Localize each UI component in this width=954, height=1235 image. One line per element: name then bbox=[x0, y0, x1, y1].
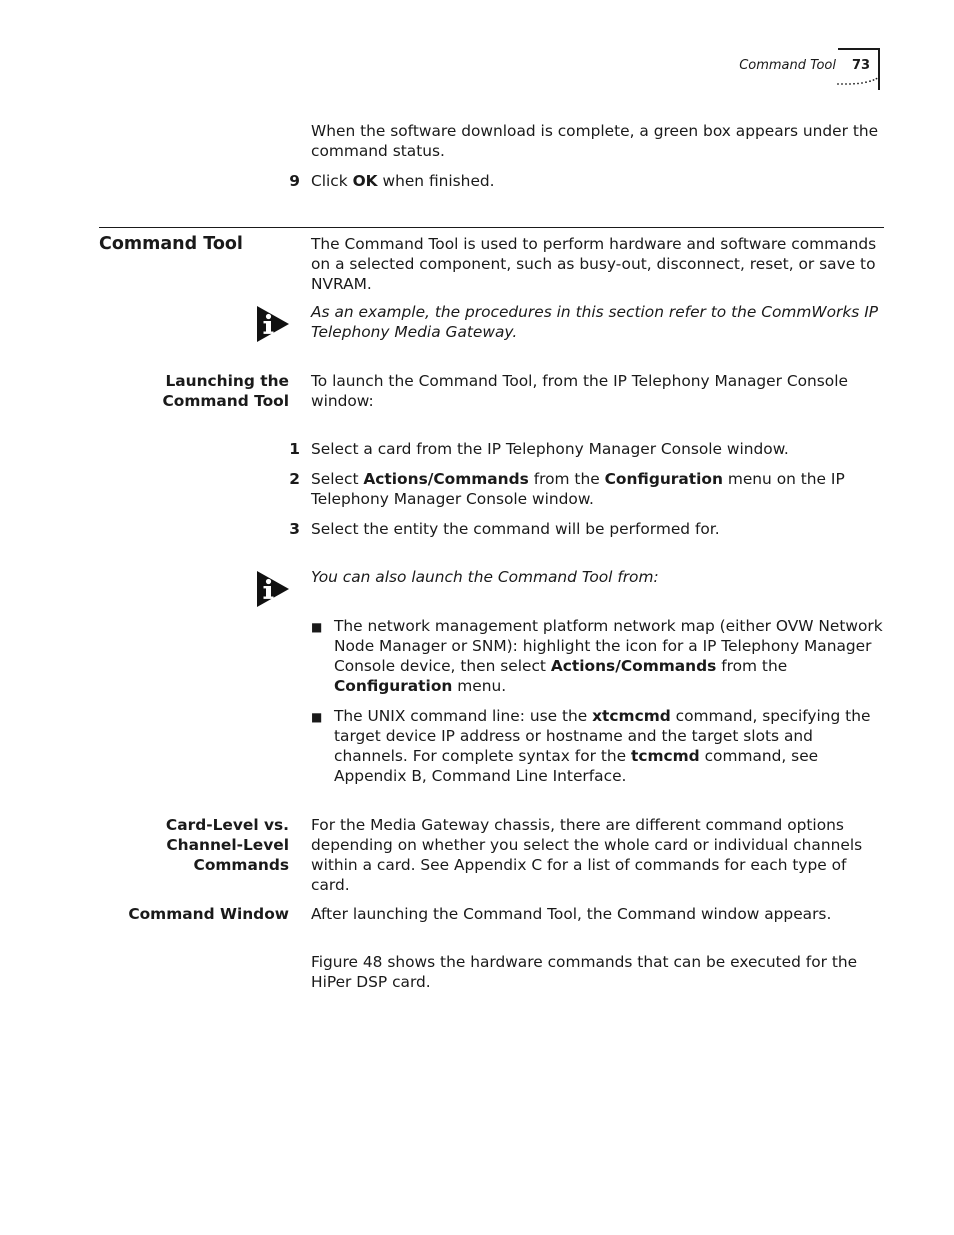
header-dots-decoration bbox=[836, 77, 880, 89]
step-text: Click OK when finished. bbox=[311, 172, 495, 190]
subsection-heading-launching: Launching the Command Tool bbox=[162, 372, 289, 410]
section-paragraph: The Command Tool is used to perform hardware and software commands on a selected component, such as busy-out, disconnect, reset, or save to NVRAM. bbox=[311, 235, 877, 293]
info-arrow-icon bbox=[256, 570, 290, 608]
card-level-paragraph: For the Media Gateway chassis, there are different command options depending on whether you select the whole card or individual channels within a card. See Appendix C for a list of commands for each type of card. bbox=[311, 816, 863, 894]
step-text: Select a card from the IP Telephony Manager Console window. bbox=[311, 440, 789, 458]
section-rule bbox=[99, 227, 884, 228]
figure-reference-paragraph: Figure 48 shows the hardware commands that can be executed for the HiPer DSP card. bbox=[311, 953, 858, 991]
step-text: Select the entity the command will be performed for. bbox=[311, 520, 720, 538]
bullet-glyph: ■ bbox=[311, 620, 323, 634]
command-window-paragraph: After launching the Command Tool, the Command window appears. bbox=[311, 905, 832, 923]
info-arrow-icon bbox=[256, 305, 290, 343]
bullet-item: The network management platform network map (either OVW Network Node Manager or SNM): highlight the icon for a IP Telephony Manager Console device, then select Actions/Commands from the Configuration menu. bbox=[334, 617, 883, 695]
step-number: 9 bbox=[289, 172, 300, 190]
section-heading: Command Tool bbox=[99, 234, 243, 254]
header-rule bbox=[838, 48, 878, 50]
intro-paragraph: When the software download is complete, a green box appears under the command status. bbox=[311, 122, 879, 160]
running-header-title: Command Tool bbox=[739, 58, 836, 73]
page-number: 73 bbox=[852, 58, 871, 73]
launching-paragraph: To launch the Command Tool, from the IP Telephony Manager Console window: bbox=[311, 372, 848, 410]
bullet-glyph: ■ bbox=[311, 710, 323, 724]
step-number: 1 bbox=[289, 440, 300, 458]
step-text: Select Actions/Commands from the Configuration menu on the IP Telephony Manager Console window. bbox=[311, 470, 845, 508]
step-number: 3 bbox=[289, 520, 300, 538]
note-text: As an example, the procedures in this section refer to the CommWorks IP Telephony Media Gateway. bbox=[311, 303, 879, 341]
subsection-heading-card-level: Card-Level vs. Channel-Level Commands bbox=[165, 816, 289, 874]
step-number: 2 bbox=[289, 470, 300, 488]
bullet-item: The UNIX command line: use the xtcmcmd command, specifying the target device IP address or hostname and the target slots and channels. For complete syntax for the tcmcmd command, see Appendix B, Command Line Interface. bbox=[334, 707, 871, 785]
note-text: You can also launch the Command Tool from: bbox=[311, 568, 659, 586]
subsection-heading-command-window: Command Window bbox=[128, 905, 289, 923]
